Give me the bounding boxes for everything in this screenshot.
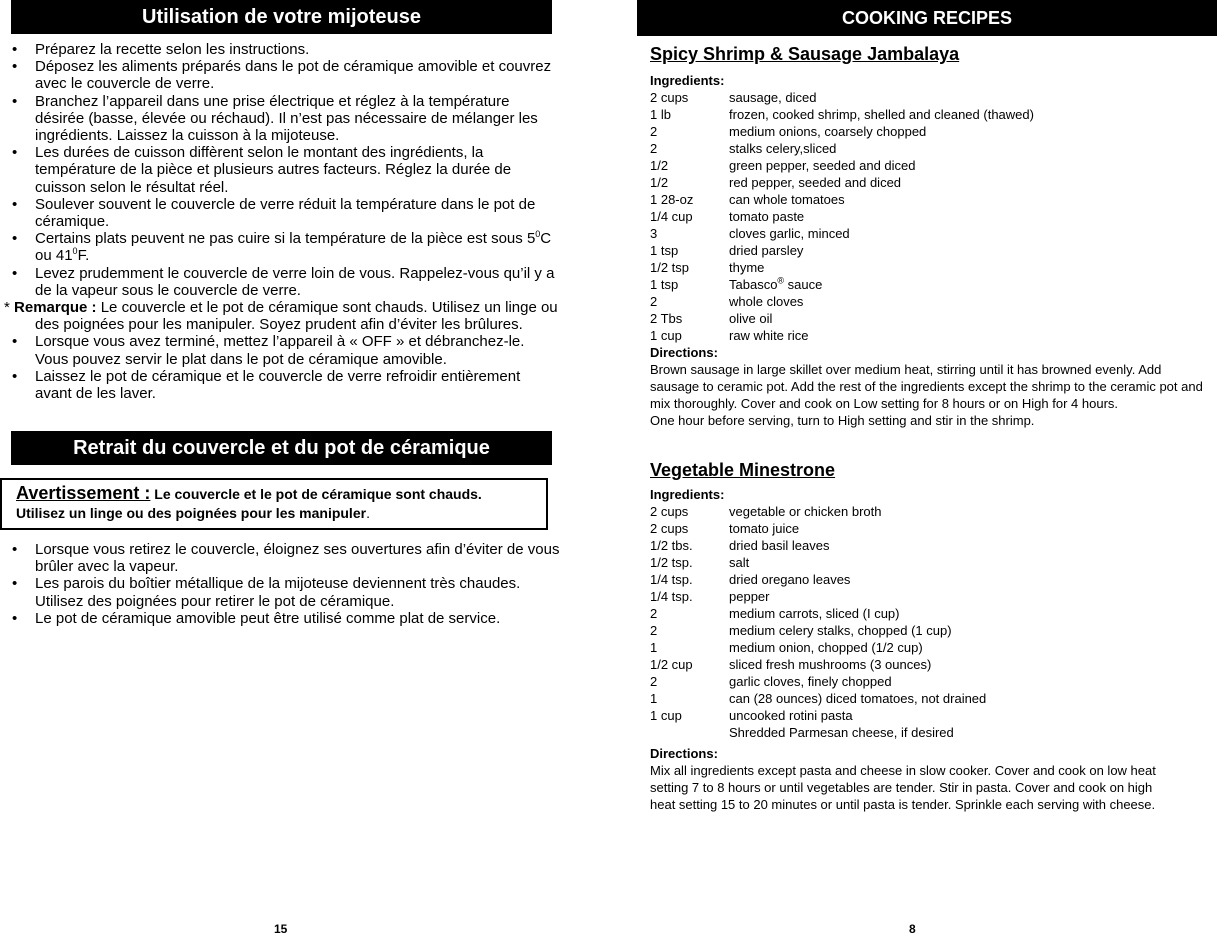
ingredient-description: can whole tomatoes [729, 192, 845, 207]
ingredient-quantity: 2 [650, 141, 658, 156]
removal-instructions-list [0, 541, 560, 627]
ingredient-description: whole cloves [729, 294, 804, 309]
ingredient-row [650, 503, 1210, 520]
ingredient-description: medium onions, coarsely chopped [729, 124, 927, 139]
ingredient-row [650, 174, 1210, 191]
warning-label: Avertissement : [16, 483, 151, 503]
bullet-icon: • [12, 195, 18, 213]
warning-box: Avertissement : Le couvercle et le pot de céramique sont chauds. Utilisez un linge ou des poignées pour les manipuler. [0, 478, 548, 530]
page-number-right: 8 [909, 922, 916, 936]
bullet-icon: • [12, 92, 18, 110]
ingredient-row [650, 225, 1210, 242]
ingredient-description: medium celery stalks, chopped (1 cup) [729, 623, 952, 638]
ingredient-description: dried basil leaves [729, 538, 830, 553]
ingredients-list [650, 89, 1210, 276]
bullet-icon: • [12, 144, 18, 162]
recipe-title-jambalaya: Spicy Shrimp & Sausage Jambalaya [650, 44, 960, 64]
ingredient-quantity: 2 [650, 606, 658, 621]
directions-text: Mix all ingredients except pasta and cheese in slow cooker. Cover and cook on low heat setting 7 to 8 hours or until vegetables are tender. Stir in pasta. Cover and cook on high heat setting 15 to 20 minutes or until pasta is tender. Sprinkle each serving with cheese. [650, 763, 1156, 812]
ingredient-row [650, 622, 1210, 639]
page-number-left: 15 [274, 922, 288, 936]
ingredient-quantity: 1/2 [650, 158, 669, 173]
list-item-temperature: • Certains plats peuvent ne pas cuire si la température de la pièce est sous $5^0C$ ou $41^0F$. [12, 229, 552, 265]
bullet-icon: • [12, 609, 18, 627]
ingredient-description: red pepper, seeded and diced [729, 175, 902, 190]
registered-mark: ® [777, 275, 785, 286]
ingredient-description: dried oregano leaves [729, 572, 851, 587]
bullet-icon: • [12, 575, 18, 593]
ingredient-row [650, 208, 1210, 225]
list-item: • Levez prudemment le couvercle de verre loin de vous. Rappelez-vous qu’il y a de la vapeur sous le couvercle de verre. [12, 264, 555, 299]
ingredient-quantity: 2 [650, 623, 658, 638]
recipe-jambalaya [650, 72, 1210, 429]
ingredient-quantity [650, 724, 729, 741]
ingredient-quantity: 1 tsp [650, 243, 679, 258]
ingredient-row [650, 242, 1210, 259]
recipe-minestrone [650, 486, 1210, 813]
bullet-icon: • [12, 367, 18, 385]
ingredient-row [650, 571, 1210, 588]
ingredients-list-end [650, 293, 1210, 344]
list-item: • Les durées de cuisson diffèrent selon le montant des ingrédients, la température de la pièce et plusieurs autres facteurs. Réglez la durée de cuisson selon le résultat réel. [12, 144, 512, 196]
ingredient-row [650, 140, 1210, 157]
recipe-title-minestrone: Vegetable Minestrone [650, 460, 836, 480]
ingredient-quantity: 3 [650, 226, 658, 241]
ingredient-description: salt [729, 555, 750, 570]
ingredient-description: cloves garlic, minced [729, 226, 850, 241]
ingredient-row [650, 106, 1210, 123]
list-item: • Lorsque vous avez terminé, mettez l’appareil à « OFF » et débranchez-le. Vous pouvez servir le plat dans le pot de céramique amovible. [12, 333, 525, 368]
note-remarque: * Remarque : Le couvercle et le pot de céramique sont chauds. Utilisez un linge ou des poignées pour les manipuler. Soyez prudent afin d’éviter les brûlures. [4, 299, 558, 334]
list-item: • Laissez le pot de céramique et le couvercle de verre refroidir entièrement avant de les laver. [12, 367, 521, 403]
ingredient-row [650, 191, 1210, 208]
ingredient-description: can (28 ounces) diced tomatoes, not drained [729, 691, 987, 706]
bullet-icon: • [12, 41, 18, 58]
ingredient-description: Shredded Parmesan cheese, if desired [729, 725, 954, 740]
ingredient-row [650, 310, 1210, 327]
ingredient-description: dried parsley [729, 243, 804, 258]
ingredient-description: tomato paste [729, 209, 805, 224]
ingredient-row [650, 157, 1210, 174]
ingredient-row [650, 690, 1210, 707]
ingredient-quantity: 1/2 tsp. [650, 555, 693, 570]
bullet-icon: • [12, 541, 18, 558]
ingredients-label: Ingredients: [650, 487, 725, 502]
ingredient-description: raw white rice [729, 328, 809, 343]
directions-text: Brown sausage in large skillet over medium heat, stirring until it has browned evenly. Add sausage to ceramic pot. Add the rest of the ingredients except the shrimp to the ceramic pot and mix thoroughly. Cover and cook on Low setting for 8 hours or on High for 4 hours. [650, 362, 1203, 411]
ingredient-description: stalks celery,sliced [729, 141, 837, 156]
directions-label: Directions: [650, 746, 718, 761]
ingredient-row: 1 tsp Tabasco® sauce [650, 275, 823, 292]
ingredient-description: sliced fresh mushrooms (3 ounces) [729, 657, 932, 672]
ingredient-quantity: 1/4 cup [650, 209, 693, 224]
ingredient-quantity: 2 Tbs [650, 311, 683, 326]
section-title-utilisation: Utilisation de votre mijoteuse [11, 0, 552, 34]
ingredient-row [650, 327, 1210, 344]
ingredient-quantity: 1 [650, 691, 658, 706]
ingredient-row [650, 656, 1210, 673]
usage-instructions-list [0, 41, 560, 402]
ingredient-description: pepper [729, 589, 770, 604]
list-item: • Déposez les aliments préparés dans le pot de céramique amovible et couvrez avec le couvercle de verre. [12, 58, 552, 93]
ingredient-quantity: 1/4 tsp. [650, 572, 693, 587]
ingredient-quantity: 2 cups [650, 521, 689, 536]
list-item: • Branchez l’appareil dans une prise électrique et réglez à la température désirée (basse, élevée ou réchaud). Il n’est pas nécessaire de mélanger les ingrédients. Laissez la cuisson à la mijoteuse. [12, 92, 538, 145]
ingredient-quantity: 1/2 tsp [650, 260, 690, 275]
ingredient-row [650, 588, 1210, 605]
ingredient-row [650, 123, 1210, 140]
ingredient-description: medium onion, chopped (1/2 cup) [729, 640, 923, 655]
note-label: Remarque : [14, 299, 97, 317]
ingredient-quantity: 1/2 tbs. [650, 538, 693, 553]
ingredient-row [650, 639, 1210, 656]
ingredient-quantity: 2 cups [650, 90, 689, 105]
ingredient-description: uncooked rotini pasta [729, 708, 853, 723]
ingredient-row [650, 259, 1210, 276]
ingredient-row [650, 293, 1210, 310]
directions-label: Directions: [650, 345, 718, 360]
ingredients-list [650, 503, 1210, 741]
ingredient-quantity: 1 cup [650, 328, 682, 343]
ingredient-row [650, 605, 1210, 622]
ingredient-quantity: 2 [650, 674, 658, 689]
list-item: • Soulever souvent le couvercle de verre réduit la température dans le pot de céramique. [12, 195, 536, 231]
ingredient-description: tomato juice [729, 521, 800, 536]
bullet-icon: • [12, 58, 18, 76]
ingredients-label: Ingredients: [650, 73, 725, 88]
ingredient-quantity: 1/2 cup [650, 657, 693, 672]
ingredient-description: garlic cloves, finely chopped [729, 674, 892, 689]
ingredient-quantity: 2 [650, 124, 658, 139]
list-item: • Lorsque vous retirez le couvercle, éloignez ses ouvertures afin d’éviter de vous brûler avec la vapeur. [12, 541, 560, 576]
ingredient-quantity: 1/4 tsp. [650, 589, 693, 604]
ingredient-quantity: 1 [650, 640, 658, 655]
ingredient-quantity: 1 28-oz [650, 192, 694, 207]
ingredient-description: thyme [729, 260, 765, 275]
ingredient-quantity: 2 [650, 294, 658, 309]
ingredient-description: green pepper, seeded and diced [729, 158, 916, 173]
bullet-icon: • [12, 264, 18, 282]
ingredient-row [650, 673, 1210, 690]
ingredient-row [650, 89, 1210, 106]
ingredient-description: vegetable or chicken broth [729, 504, 882, 519]
bullet-icon: • [12, 230, 18, 248]
ingredient-quantity: 1 cup [650, 708, 682, 723]
ingredient-description: olive oil [729, 311, 773, 326]
list-item: • Préparez la recette selon les instructions. [12, 41, 310, 58]
ingredient-row [650, 724, 1210, 741]
ingredient-row [650, 554, 1210, 571]
ingredient-quantity: 2 cups [650, 504, 689, 519]
ingredient-row [650, 520, 1210, 537]
ingredient-description: frozen, cooked shrimp, shelled and cleaned (thawed) [729, 107, 1034, 122]
section-title-retrait: Retrait du couvercle et du pot de céramique [11, 431, 552, 465]
list-item: • Les parois du boîtier métallique de la mijoteuse deviennent très chaudes. Utilisez des poignées pour retirer le pot de céramique. [12, 575, 521, 610]
ingredient-quantity: 1/2 [650, 175, 669, 190]
bullet-icon: • [12, 333, 18, 351]
cooking-recipes-banner: COOKING RECIPES [637, 0, 1217, 36]
directions-text: One hour before serving, turn to High setting and stir in the shrimp. [650, 413, 1035, 428]
ingredient-row [650, 707, 1210, 724]
ingredient-description: sausage, diced [729, 90, 817, 105]
list-item: • Le pot de céramique amovible peut être utilisé comme plat de service. [12, 609, 501, 627]
ingredient-description: medium carrots, sliced (I cup) [729, 606, 900, 621]
ingredient-row [650, 537, 1210, 554]
ingredient-quantity: 1 lb [650, 107, 671, 122]
